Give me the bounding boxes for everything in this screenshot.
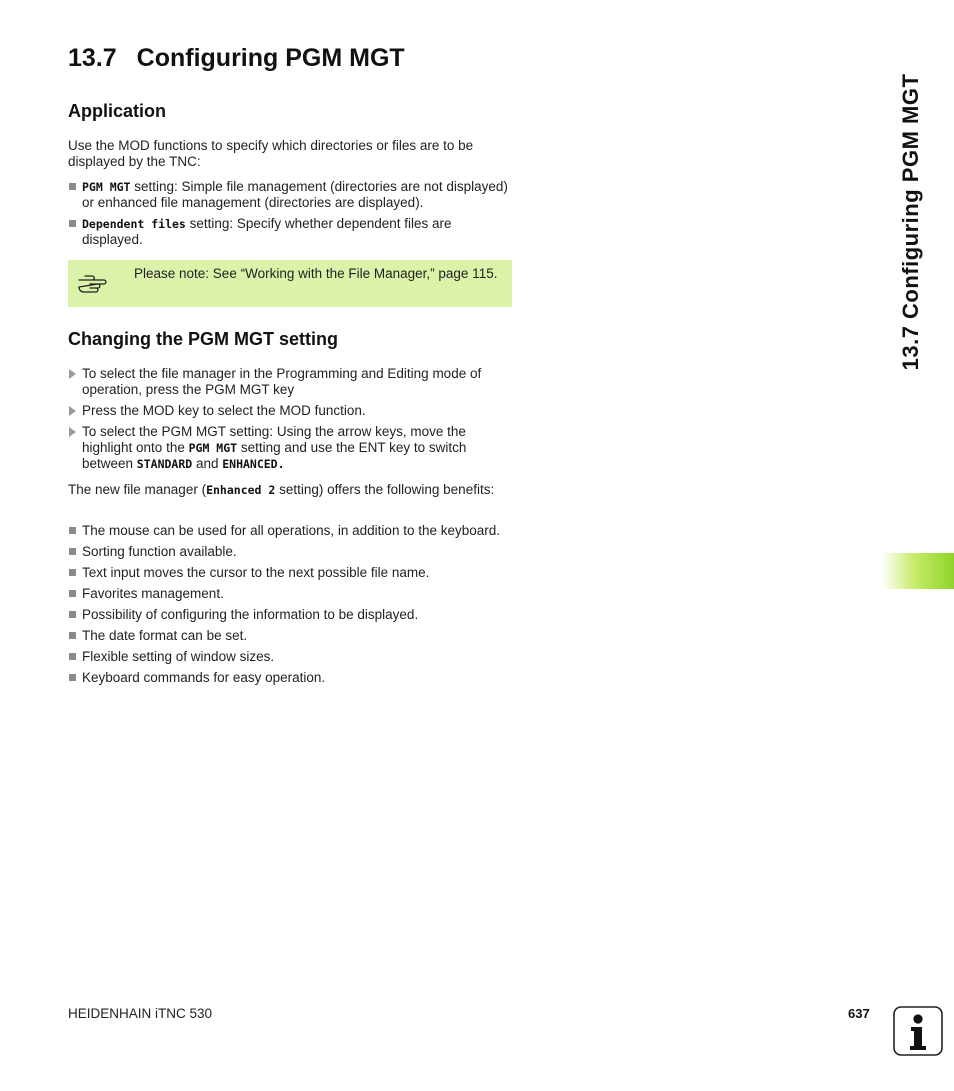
benefit-item: Possibility of configuring the information to be displayed. [68, 607, 514, 623]
benefit-item: Flexible setting of window sizes. [68, 649, 514, 665]
list-item [68, 216, 514, 248]
section-title: Configuring PGM MGT [136, 44, 405, 72]
info-icon [893, 1006, 943, 1056]
benefit-item: Favorites management. [68, 586, 514, 602]
benefit-item: Sorting function available. [68, 544, 514, 560]
note-text: Please note: See “Working with the File Manager,” page 115. [134, 266, 498, 281]
side-chapter-title: 13.7 Configuring PGM MGT [898, 73, 923, 371]
code-term: PGM MGT [188, 441, 238, 455]
code-term: PGM MGT [82, 180, 131, 194]
footer-product: HEIDENHAIN iTNC 530 [68, 1006, 213, 1021]
application-list [68, 179, 514, 248]
application-heading: Application [68, 101, 166, 121]
benefit-item: The date format can be set. [68, 628, 514, 644]
code-term: STANDARD [136, 457, 193, 471]
step-item [68, 366, 514, 398]
code-term: Dependent files [82, 217, 186, 231]
application-intro: Use the MOD functions to specify which directories or files are to be displayed by the TNC: [68, 138, 474, 169]
changing-heading: Changing the PGM MGT setting [68, 329, 338, 349]
steps-list [68, 366, 514, 472]
benefits-list [68, 523, 514, 686]
code-term: ENHANCED. [222, 457, 285, 471]
page-number: 637 [848, 1006, 870, 1021]
step-item [68, 424, 514, 472]
list-item-text: setting: Specify whether dependent files are displayed. [82, 216, 452, 247]
step-text: and [192, 456, 223, 471]
step-text: Press the MOD key to select the MOD function. [82, 403, 366, 418]
page-title [68, 44, 405, 73]
pointing-hand-icon [76, 270, 108, 296]
step-text: setting and use the ENT key to switch between [82, 440, 467, 471]
benefits-intro [68, 482, 512, 498]
benefit-item: Text input moves the cursor to the next possible file name. [68, 565, 514, 581]
list-item [68, 179, 514, 211]
benefits-intro-text: setting) offers the following benefits: [275, 482, 495, 497]
benefit-item: The mouse can be used for all operations, in addition to the keyboard. [68, 523, 514, 539]
section-number: 13.7 [68, 44, 117, 72]
step-item [68, 403, 514, 419]
list-item-text: setting: Simple file management (directories are not displayed) or enhanced file management (directories are displayed). [82, 179, 508, 210]
chapter-tab-marker [882, 553, 954, 589]
note-box [68, 260, 512, 307]
step-text: To select the PGM MGT setting: Using the arrow keys, move the highlight onto the [82, 424, 466, 455]
benefit-item: Keyboard commands for easy operation. [68, 670, 514, 686]
step-text: To select the file manager in the Programming and Editing mode of operation, press the PGM MGT key [82, 366, 482, 397]
code-term: Enhanced 2 [206, 483, 276, 497]
benefits-intro-text: The new file manager ( [68, 482, 207, 497]
